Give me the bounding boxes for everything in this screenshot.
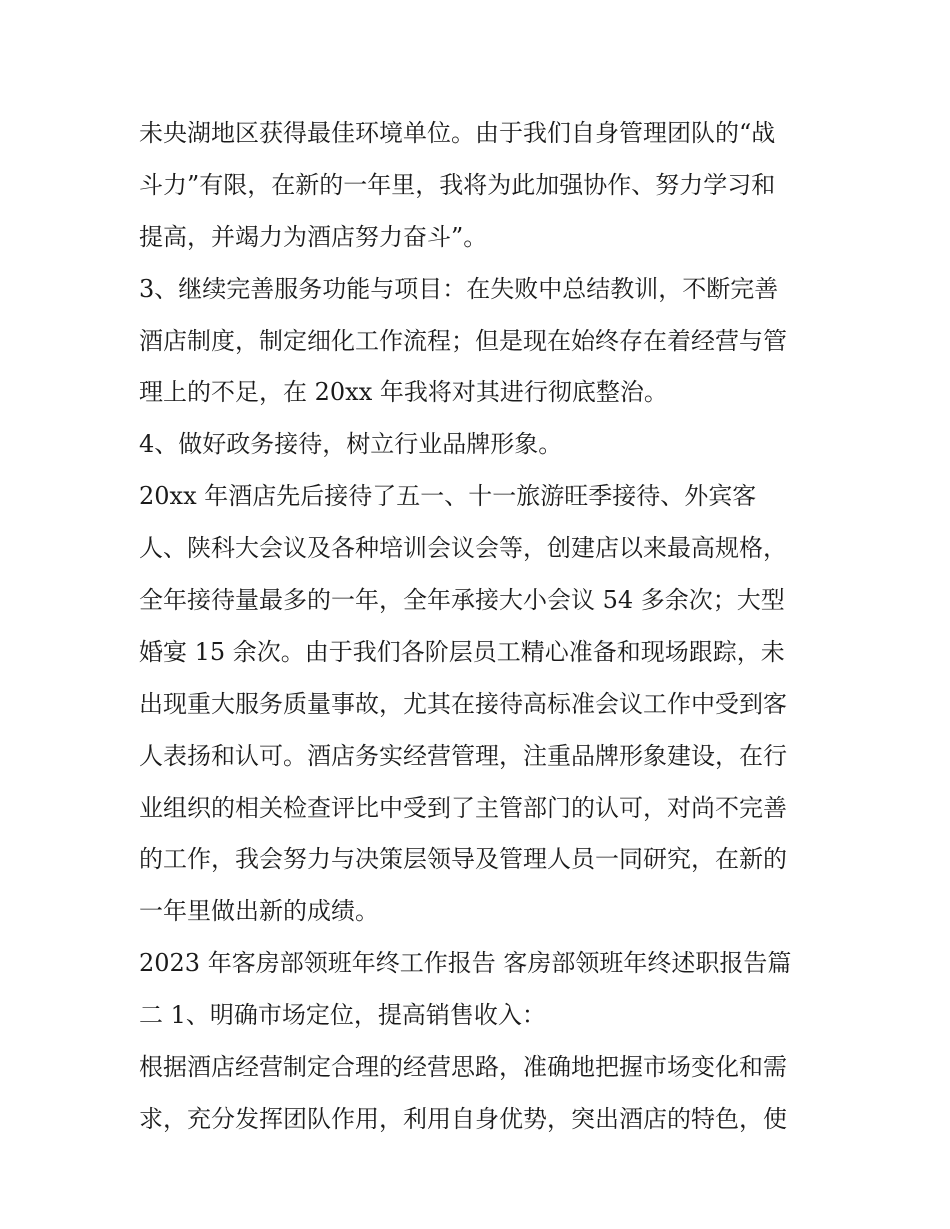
section-heading-line: 二 1、明确市场定位，提高销售收入： (139, 1001, 546, 1030)
text-line: 20xx 年酒店先后接待了五一、十一旅游旺季接待、外宾客 (139, 482, 757, 511)
text-line: 一年里做出新的成绩。 (139, 897, 379, 926)
text-line: 提高，并竭力为酒店努力奋斗”。 (139, 222, 488, 251)
text-line: 4、做好政务接待，树立行业品牌形象。 (139, 430, 563, 459)
text-line: 斗力”有限，在新的一年里，我将为此加强协作、努力学习和 (139, 170, 776, 199)
text-line: 业组织的相关检查评比中受到了主管部门的认可，对尚不完善 (139, 793, 787, 822)
text-line: 人表扬和认可。酒店务实经营管理，注重品牌形象建设，在行 (139, 741, 787, 770)
text-line: 未央湖地区获得最佳环境单位。由于我们自身管理团队的“战 (139, 119, 776, 147)
text-line: 的工作，我会努力与决策层领导及管理人员一同研究，在新的 (139, 845, 787, 874)
text-line: 酒店制度，制定细化工作流程；但是现在始终存在着经营与管 (139, 326, 787, 355)
text-line: 人、陕科大会议及各种培训会议会等，创建店以来最高规格， (139, 534, 787, 563)
text-line: 出现重大服务质量事故，尤其在接待高标准会议工作中受到客 (139, 689, 787, 718)
text-line: 根据酒店经营制定合理的经营思路，准确地把握市场变化和需 (139, 1053, 787, 1082)
text-line: 理上的不足，在 20xx 年我将对其进行彻底整治。 (139, 378, 668, 407)
text-line: 求，充分发挥团队作用，利用自身优势，突出酒店的特色，使 (139, 1104, 787, 1133)
body-text (139, 108, 819, 1146)
text-line: 全年接待量最多的一年，全年承接大小会议 54 多余次；大型 (139, 586, 785, 615)
section-heading-line: 2023 年客房部领班年终工作报告 客房部领班年终述职报告篇 (139, 949, 792, 978)
text-line: 婚宴 15 余次。由于我们各阶层员工精心准备和现场跟踪，未 (139, 637, 785, 666)
text-line: 3、继续完善服务功能与项目：在失败中总结教训，不断完善 (139, 274, 779, 303)
